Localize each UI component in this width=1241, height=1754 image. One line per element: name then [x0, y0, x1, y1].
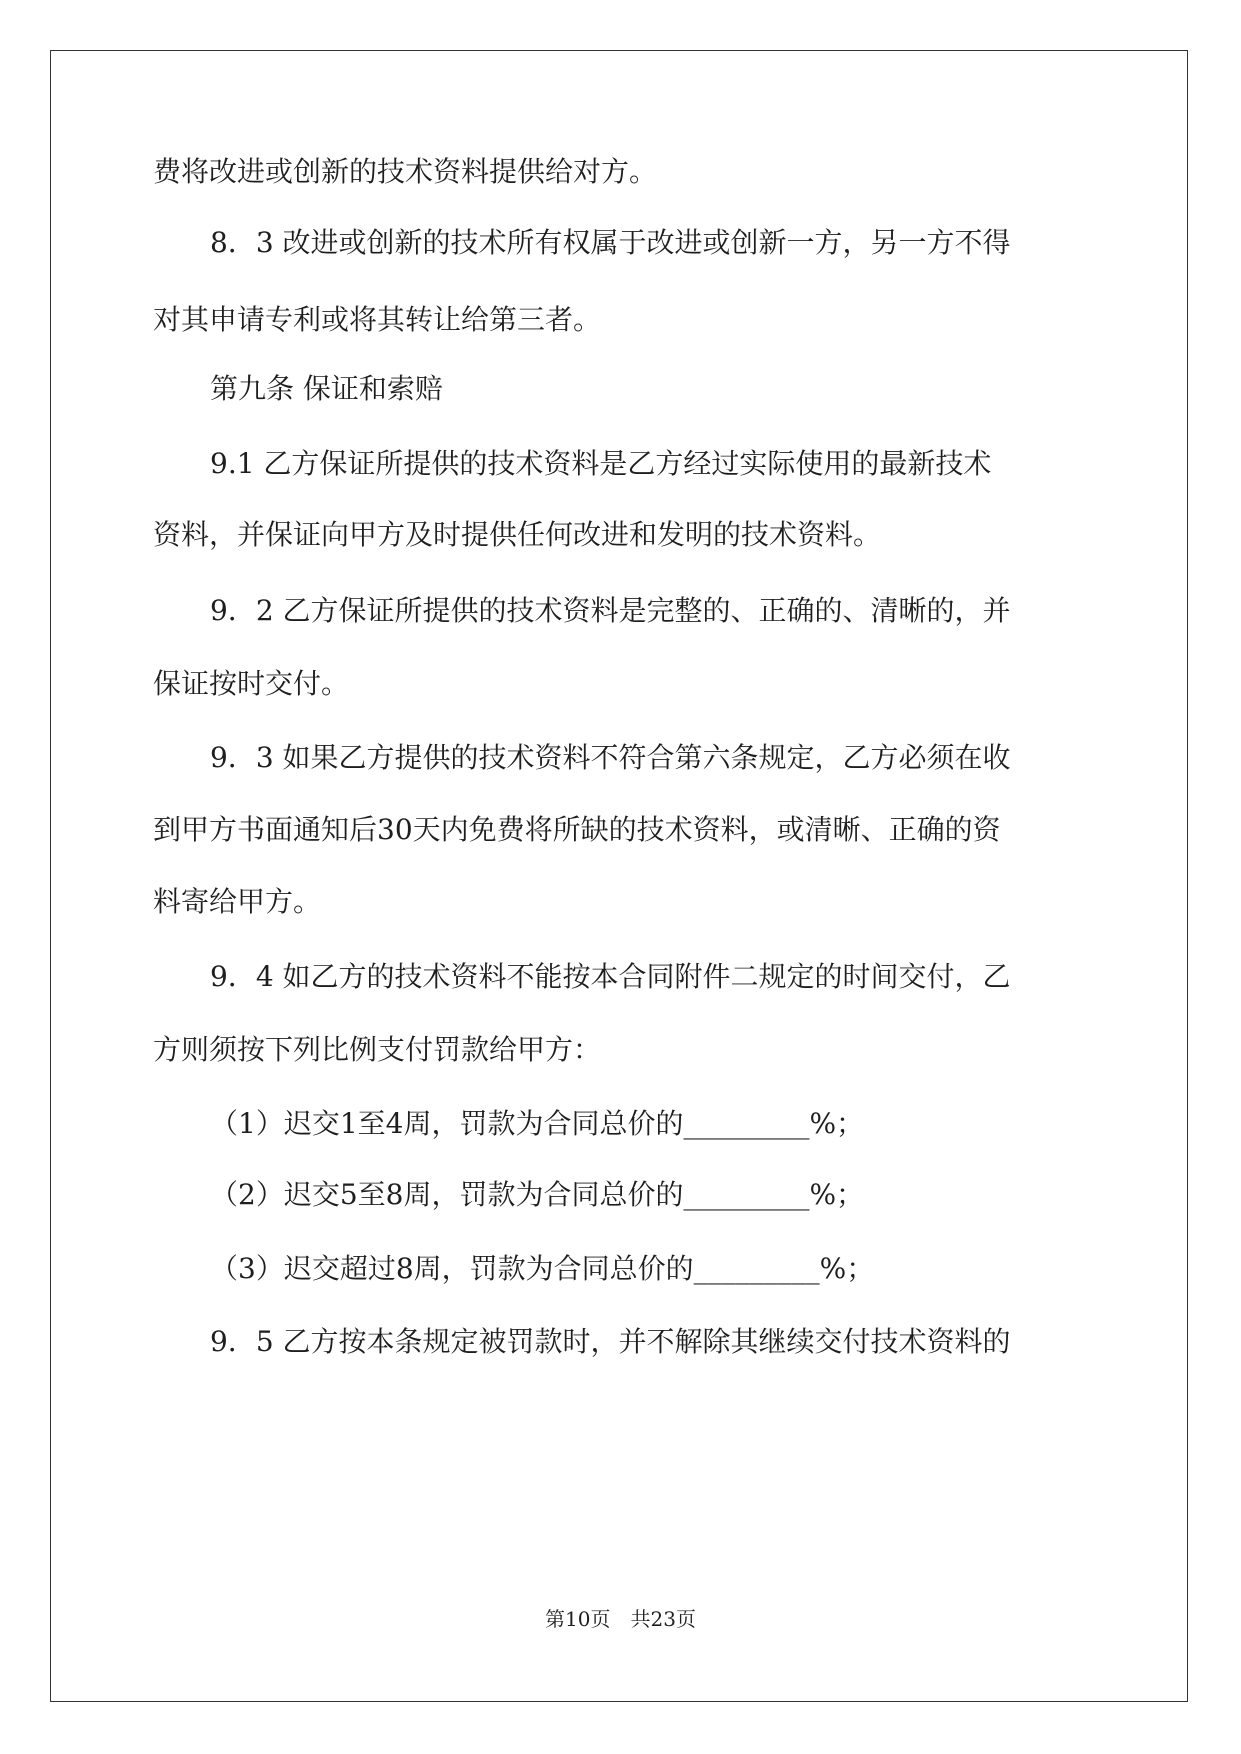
body-line: 费将改进或创新的技术资料提供给对方。 [153, 155, 658, 188]
body-line: 保证按时交付。 [153, 667, 350, 700]
clause-9-1: 9.1 乙方保证所提供的技术资料是乙方经过实际使用的最新技术 [210, 447, 992, 480]
clause-9-4: 9．4 如乙方的技术资料不能按本合同附件二规定的时间交付，乙 [210, 960, 1011, 993]
section-heading: 第九条 保证和索赔 [210, 372, 443, 405]
penalty-item-3: （3）迟交超过8周，罚款为合同总价的_________%； [210, 1252, 875, 1285]
clause-9-3: 9．3 如果乙方提供的技术资料不符合第六条规定，乙方必须在收 [210, 741, 1011, 774]
body-line: 料寄给甲方。 [153, 885, 322, 918]
clause-9-2: 9．2 乙方保证所提供的技术资料是完整的、正确的、清晰的，并 [210, 594, 1011, 627]
body-line: 资料，并保证向甲方及时提供任何改进和发明的技术资料。 [153, 518, 882, 551]
page-border [50, 50, 1188, 1702]
clause-9-5: 9．5 乙方按本条规定被罚款时，并不解除其继续交付技术资料的 [210, 1325, 1011, 1358]
clause-8-3: 8．3 改进或创新的技术所有权属于改进或创新一方，另一方不得 [210, 226, 1011, 259]
page-number-footer: 第10页 共23页 [545, 1607, 696, 1631]
body-line: 到甲方书面通知后30天内免费将所缺的技术资料，或清晰、正确的资 [153, 813, 1001, 846]
penalty-item-2: （2）迟交5至8周，罚款为合同总价的_________%； [210, 1178, 865, 1211]
penalty-item-1: （1）迟交1至4周，罚款为合同总价的_________%； [210, 1107, 865, 1140]
body-line: 方则须按下列比例支付罚款给甲方： [153, 1033, 602, 1066]
body-line: 对其申请专利或将其转让给第三者。 [153, 303, 602, 336]
